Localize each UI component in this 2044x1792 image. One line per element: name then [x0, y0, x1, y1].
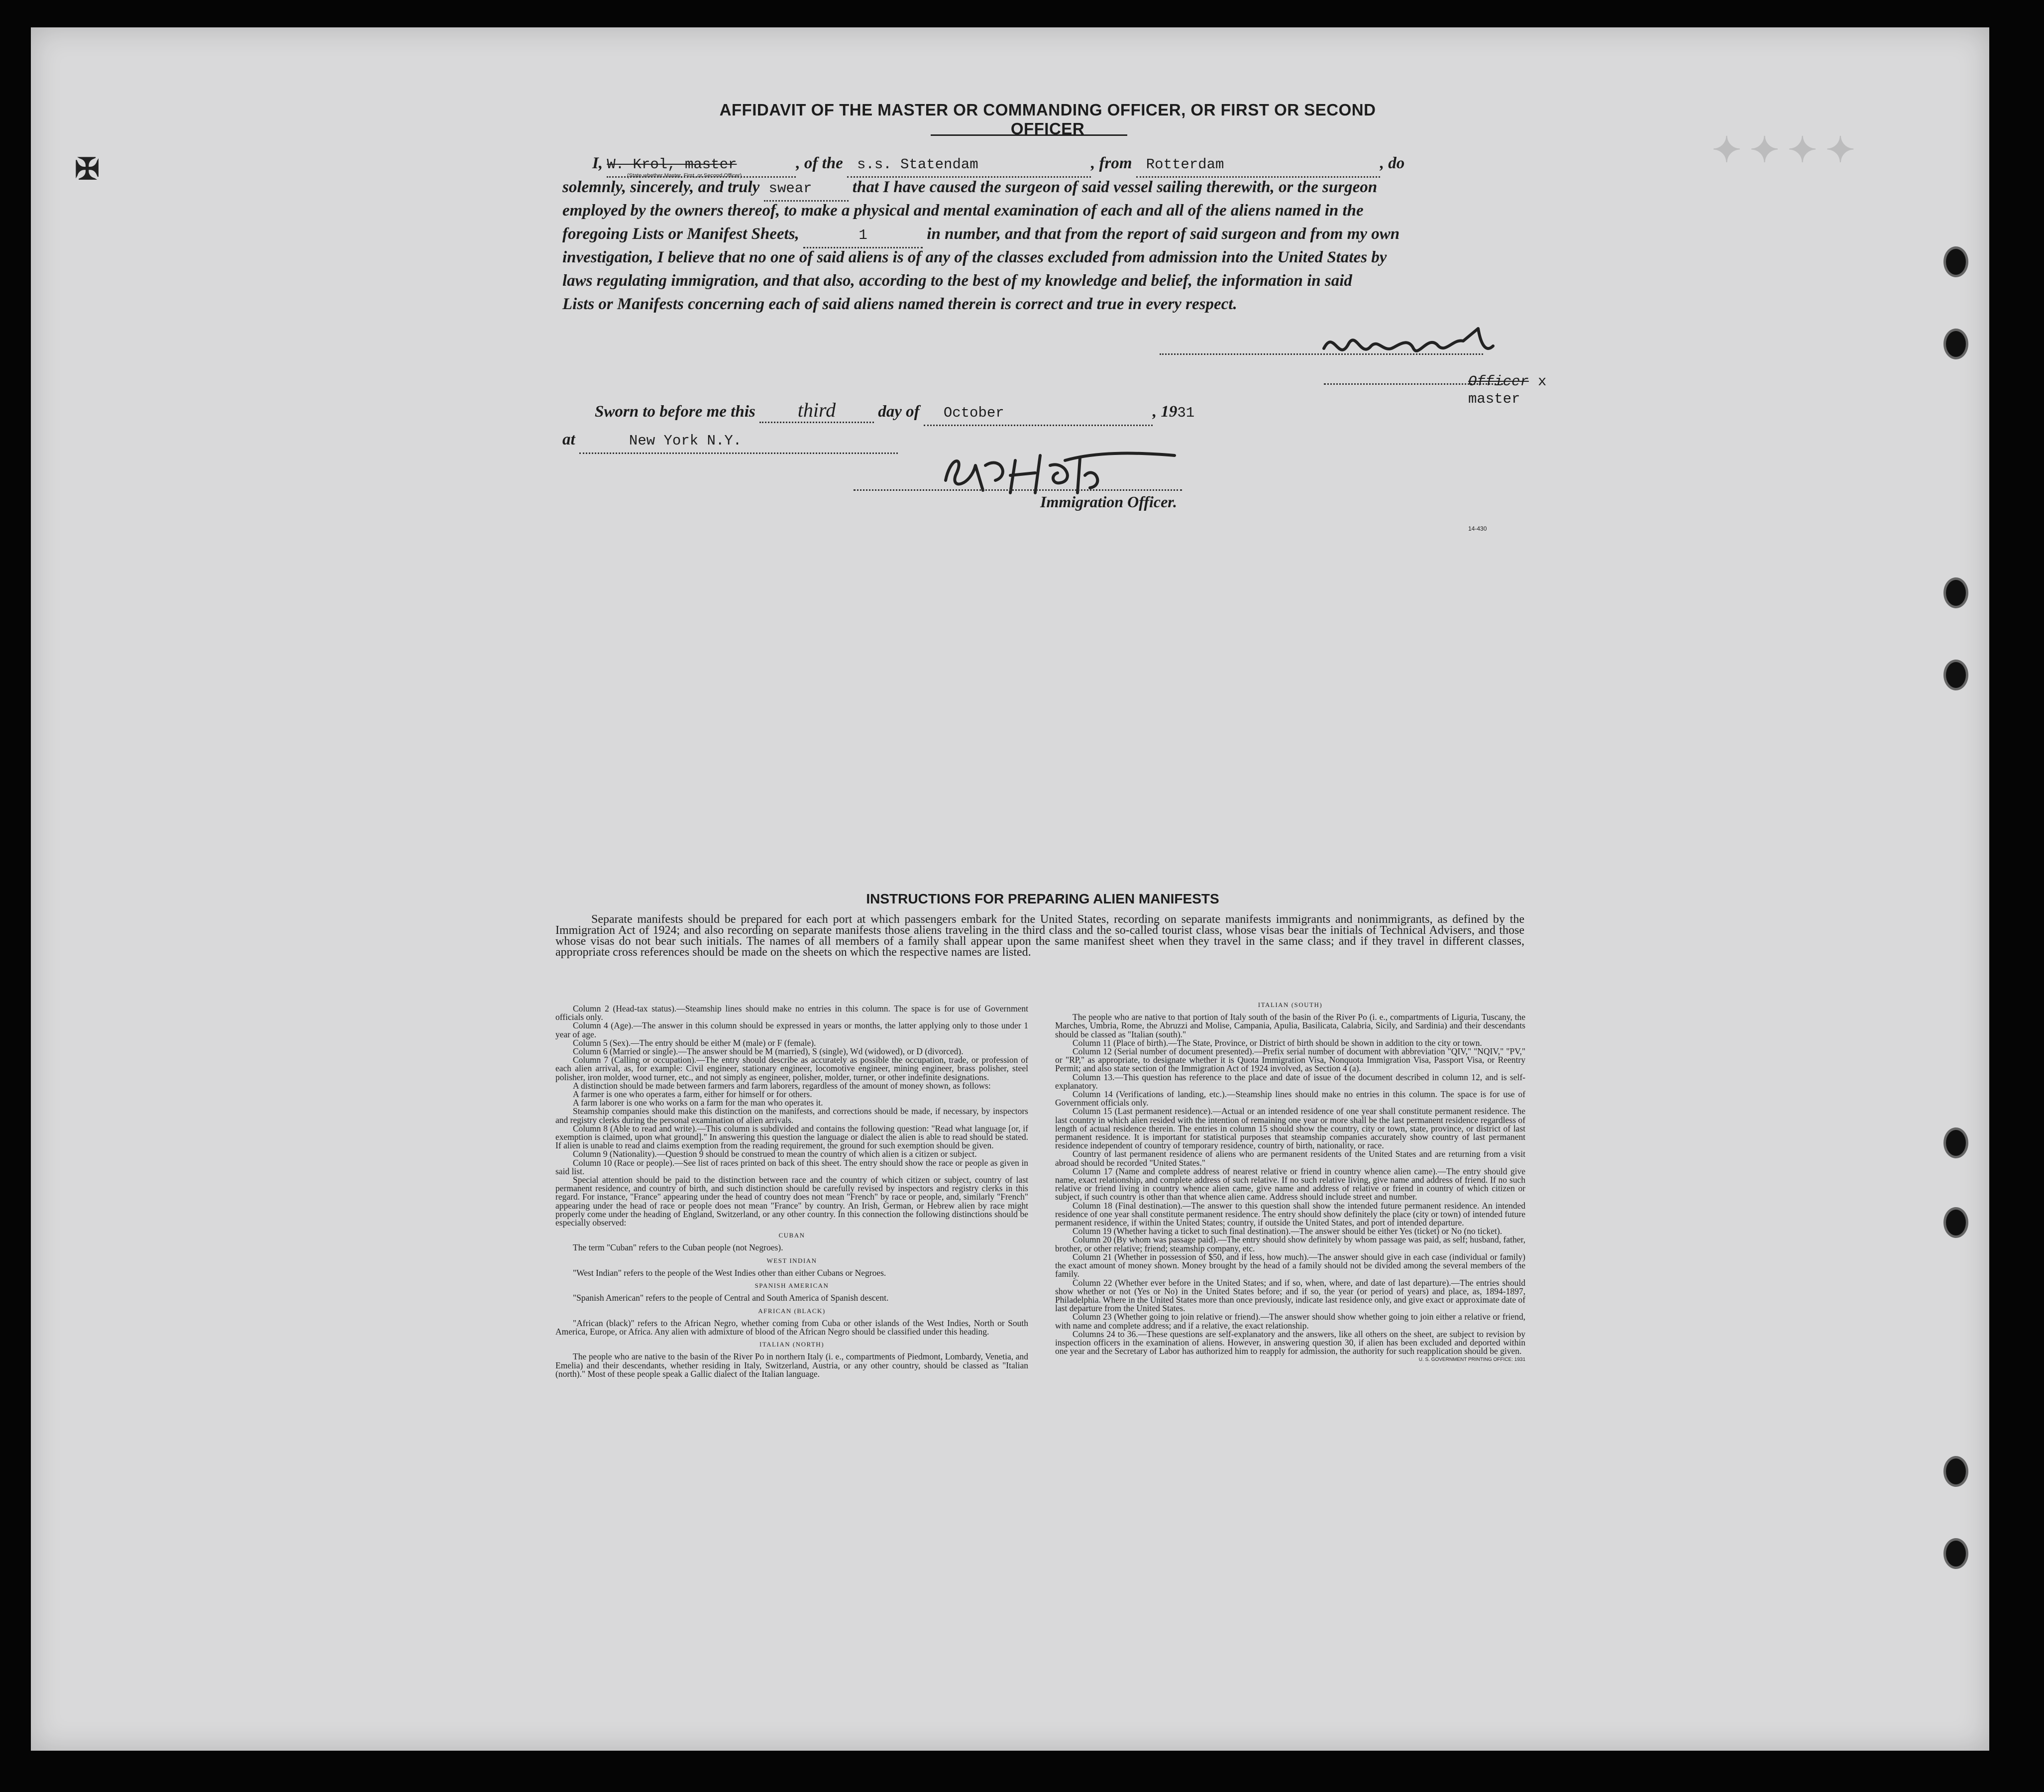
- instruction-paragraph: Column 10 (Race or people).—See list of races printed on back of this sheet. The entry should show the race or people as given in said list.: [555, 1157, 1028, 1176]
- affidavit-line-4b: in number, and that from the report of said surgeon and from my own: [927, 225, 1400, 243]
- instruction-paragraph: Column 6 (Married or single).—The answer should be M (married), S (single), Wd (widowed), or D (divorced).: [573, 1046, 964, 1057]
- instruction-paragraph: Special attention should be paid to the distinction between race and the country of which citizen or subject, country of last permanent residence, and country of birth, and such distinction should be carefully revised by inspectors and registry clerks in this regard. For instance, "France" appearing under the head of country does not mean "French" by race or people, and, similarly "French" appearing under the head of race or people does not mean "France" by country. An Irish, German, or Hebrew alien by race might properly come under the heading of England, Switzerland, or any other country. In this connection the following distinctions should be especially observed:: [555, 1175, 1028, 1228]
- affidavit-line-6: laws regulating immigration, and that also, according to the best of my knowledge and belief, the information in said: [562, 272, 1352, 290]
- master-hint: (State whether Master, First, or Second Officer): [627, 173, 742, 179]
- west-indian-text: "West Indian" refers to the people of the West Indies other than either Cubans or Negroes.: [573, 1267, 886, 1278]
- swear-word: swear: [764, 177, 849, 202]
- immigration-officer-label: Immigration Officer.: [1040, 493, 1177, 511]
- instruction-paragraph: Column 7 (Calling or occupation).—The entry should describe as accurately as possible the occupation, trade, or profession of each alien arrival, as, for example: Civil engineer, stationary engineer, locomotive engineer, mining engineer, brass polisher, steel polisher, iron molder, wood turner, etc., and not simply as engineer, polisher, molder, turner, or other indefinite designations.: [555, 1055, 1028, 1082]
- instruction-paragraph: Column 21 (Whether in possession of $50, and if less, how much).—The answer should give in each case (individual or family) the exact amount of money shown. Money brought by the head of a family should not be divided among the several members of the family.: [1055, 1251, 1525, 1279]
- affidavit-line-3: employed by the owners thereof, to make a physical and mental examination of each and all of the aliens named in the: [562, 202, 1364, 220]
- printer-note: U. S. GOVERNMENT PRINTING OFFICE: 1931: [1418, 1357, 1525, 1363]
- instructions-title: INSTRUCTIONS FOR PREPARING ALIEN MANIFESTS: [866, 891, 1219, 906]
- instruction-paragraph: Column 20 (By whom was passage paid).—The entry should show definitely by whom passage was paid, as self; husband, father, brother, or other relative; friend; steamship company, etc.: [1055, 1234, 1525, 1253]
- african-text: "African (black)" refers to the African Negro, whether coming from Cuba or other islands of the West Indies, North or South America, Europe, or Africa. Any alien with admixture of blood of the African Negro should be classified under this heading.: [555, 1318, 1028, 1337]
- master-signature-line: [1160, 353, 1483, 355]
- italian-south-heading: ITALIAN (SOUTH): [1258, 1001, 1323, 1008]
- punch-hole: [1943, 246, 1968, 277]
- instructions-left-column: [555, 1005, 1028, 1378]
- i-label: I,: [592, 154, 603, 172]
- bleed-through-heading: ✦ ✦ ✦ ✦: [1712, 131, 1855, 170]
- instruction-paragraph: Column 2 (Head-tax status).—Steamship lines should make no entries in this column. The space is for use of Government officials only.: [555, 1004, 1028, 1022]
- affidavit-line-2: [562, 176, 1377, 202]
- at-label: at: [562, 431, 575, 448]
- punch-hole: [1943, 577, 1968, 608]
- sworn-label: Sworn to before me this: [595, 403, 755, 421]
- affidavit-line-7: Lists or Manifests concerning each of said aliens named therein is correct and true in every respect.: [562, 295, 1237, 313]
- punch-hole: [1943, 1127, 1968, 1158]
- instruction-paragraph: The people who are native to that portion of Italy south of the basin of the River Po (i. e., compartments of Liguria, Tuscany, the Marches, Umbria, Rome, the Abruzzi and Molise, Campania, Apulia, Basilicata, Calabria, Sicily, and Sardinia) and their descendants should be classed as "Italian (south).": [1055, 1012, 1525, 1039]
- year-prefix: , 19: [1152, 403, 1178, 421]
- affidavit-line-5: investigation, I believe that no one of said aliens is of any of the classes excluded from admission into the United States by: [562, 248, 1387, 266]
- instruction-paragraph: Column 22 (Whether ever before in the United States; and if so, when, where, and date of last departure).—The entries should show whether or not (Yes or No) in the United States before; and if so, the year (or period of years) and place, as, 1894-1897, Philadelphia. Where in the United States more than once previously, indicate last residence only, and give exact or approximate date of last departure from the United States.: [1055, 1277, 1525, 1314]
- form-number: 14-430: [1468, 525, 1487, 532]
- affidavit-line-2a: solemnly, sincerely, and truly: [562, 178, 760, 196]
- instructions-right-column: [1055, 1001, 1525, 1364]
- officer-label: master: [1468, 391, 1520, 407]
- instruction-paragraph: Column 15 (Last permanent residence).—Actual or an intended residence of one year shall constitute permanent residence. The last country in which alien resided with the intention of remaining one year or more shall be the last permanent residence regardless of length of actual residence therein. The entries in column 15 should show the country, city or town, state, province, or district of last permanent residence. It is important for statistical purposes that steamship companies accurately show country of last permanent residence independent of country of temporary residence, country of birth, nationality, or race.: [1055, 1106, 1525, 1151]
- sworn-year: 31: [1177, 405, 1195, 421]
- instruction-paragraph: Column 4 (Age).—The answer in this column should be expressed in years or months, the latter applying only to those under 1 year of age.: [555, 1020, 1028, 1039]
- instruction-paragraph: Column 11 (Place of birth).—The State, Province, or District of birth should be shown in addition to the city or town.: [1073, 1037, 1482, 1048]
- african-heading: AFRICAN (BLACK): [758, 1307, 826, 1315]
- margin-mark-icon: ✠: [75, 153, 100, 186]
- master-signature: [1314, 319, 1503, 373]
- instruction-paragraph: Column 5 (Sex).—The entry should be either M (male) or F (female).: [573, 1037, 816, 1048]
- spanish-american-heading: SPANISH AMERICAN: [754, 1282, 829, 1290]
- instruction-paragraph: Column 14 (Verifications of landing, etc.).—Steamship lines should make no entries in this column. The space is for use of Government officials only.: [1055, 1089, 1525, 1108]
- port-name: Rotterdam: [1136, 153, 1380, 178]
- title-underline: [931, 134, 1127, 136]
- instruction-paragraph: Column 8 (Able to read and write).—This column is subdivided and contains the following question: "Read what language [or, if exemption is claimed, upon what ground]." In answering this question the language or dialect the alien is able to read should be stated. If alien is unable to read and claims exemption from the reading requirement, the ground for such exemption should be given.: [555, 1123, 1028, 1151]
- sworn-day: third: [759, 398, 874, 423]
- instruction-paragraph: A farm laborer is one who works on a farm for the man who operates it.: [573, 1098, 823, 1108]
- instruction-paragraph: Columns 24 to 36.—These questions are self-explanatory and the answers, like all others on the sheet, are subject to revision by inspection officers in the examination of aliens. However, in answering question 30, if alien has been excluded and deported within one year and the Secretary of Labor has authorized him to reapply for admission, the authority for such reapplication should be given.: [1055, 1329, 1525, 1356]
- affidavit-title: AFFIDAVIT OF THE MASTER OR COMMANDING OFFICER, OR FIRST OR SECOND OFFICER: [719, 101, 1376, 138]
- day-of-label: day of: [878, 403, 920, 421]
- cuban-heading: CUBAN: [778, 1232, 805, 1239]
- instruction-paragraph: A farmer is one who operates a farm, either for himself or for others.: [573, 1089, 812, 1100]
- west-indian-heading: WEST INDIAN: [766, 1256, 817, 1264]
- affidavit-line-4a: foregoing Lists or Manifest Sheets,: [562, 225, 799, 243]
- instruction-paragraph: Column 17 (Name and complete address of nearest relative or friend in country whence alien came).—The entry should give name, exact relationship, and complete address of such relative. If no such relative living, give name and address of friend. If no such relative or friend living in country whence alien came, give name and address of relative or friend in country of which citizen or subject, if such country is other than that whence alien came. Address should include street and number.: [1055, 1166, 1525, 1202]
- cuban-text: The term "Cuban" refers to the Cuban people (not Negroes).: [573, 1242, 783, 1253]
- sworn-place-line: [562, 428, 898, 454]
- affidavit-line-2b: that I have caused the surgeon of said vessel sailing therewith, or the surgeon: [852, 178, 1378, 196]
- italian-north-heading: ITALIAN (NORTH): [759, 1341, 825, 1348]
- instruction-paragraph: Column 13.—This question has reference to the place and date of issue of the document described in column 12, and is self-explanatory.: [1055, 1072, 1525, 1091]
- instruction-paragraph: Country of last permanent residence of aliens who are permanent residents of the United States and are returning from a visit abroad should be recorded "United States.": [1055, 1149, 1525, 1168]
- instructions-intro: Separate manifests should be prepared for each port at which passengers embark for the United States, recording on separate manifests immigrants and nonimmigrants, as defined by the Immigration Act of 1924; and also recording on separate manifests those aliens traveling in the third class and the so-called tourist class, whose visas bear the initials of Technical Advisers, and those whose visas do not bear such initials. The names of all members of a family shall appear upon the same manifest sheet when they travel in the same class; and if they travel in different classes, appropriate cross references should be made on the sheets on which the respective names are listed.: [555, 913, 1524, 959]
- italian-north-text: The people who are native to the basin of the River Po in northern Italy (i. e., compartments of Piedmont, Lombardy, Venetia, and Emelia) and their descendants, whether residing in Italy, Switzerland, Austria, or any other country, should be classed as "Italian (north)." Most of these people speak a Gallic dialect of the Italian language.: [555, 1351, 1028, 1379]
- affidavit-line-4: [562, 223, 1399, 248]
- instruction-paragraph: Column 12 (Serial number of document presented).—Prefix serial number of document with abbreviation "QIV," "NQIV," "PV," or "RP," as appropriate, to designate whether it is Quota Immigration Visa, Nonquota Immigration Visa, Passport Visa, or Reentry Permit; and also state section of the Immigration Act of 1924 involved, as Section 4 (a).: [1055, 1046, 1525, 1074]
- of-the-label: , of the: [796, 154, 843, 172]
- instruction-paragraph: Steamship companies should make this distinction on the manifests, and corrections should be made, if necessary, by inspectors and registry clerks during the personal examination of alien arrivals.: [555, 1106, 1028, 1125]
- instruction-paragraph: Column 18 (Final destination).—The answer to this question shall show the intended future permanent residence. An intended residence of one year shall constitute permanent residence. The entry should show definitely the place (city or town) of intended future permanent residence, if within the United States; country, if outside the United States, and port of intended departure.: [1055, 1200, 1525, 1228]
- vessel-name: s.s. Statendam: [847, 153, 1091, 178]
- punch-hole: [1943, 1207, 1968, 1238]
- punch-hole: [1943, 660, 1968, 690]
- do-label: , do: [1380, 154, 1405, 172]
- instruction-paragraph: Column 19 (Whether having a ticket to such final destination).—The answer should be either Yes (ticket) or No (no ticket).: [1073, 1226, 1503, 1236]
- instruction-paragraph: Column 23 (Whether going to join relative or friend).—The answer should show whether going to join either a relative or friend, with name and complete address; and if a relative, the exact relationship.: [1055, 1312, 1525, 1331]
- from-label: , from: [1091, 154, 1132, 172]
- sheet-count: 1: [803, 224, 923, 248]
- punch-hole: [1943, 329, 1968, 359]
- punch-hole: [1943, 1538, 1968, 1569]
- sworn-month: October: [924, 401, 1153, 426]
- officer-label-struck: Officer: [1468, 373, 1529, 390]
- spanish-american-text: "Spanish American" refers to the people of Central and South America of Spanish descent.: [573, 1293, 889, 1303]
- officer-x-mark: x: [1538, 373, 1547, 390]
- punch-hole: [1943, 1456, 1968, 1487]
- sworn-place: New York N.Y.: [579, 429, 898, 454]
- sworn-line: [595, 398, 1194, 426]
- master-name: W. Krol, master: [607, 153, 796, 178]
- instruction-paragraph: Column 9 (Nationality).—Question 9 should be construed to mean the country of which alien is a citizen or subject.: [573, 1149, 977, 1159]
- instruction-paragraph: A distinction should be made between farmers and farm laborers, regardless of the amount of money shown, as follows:: [573, 1080, 991, 1091]
